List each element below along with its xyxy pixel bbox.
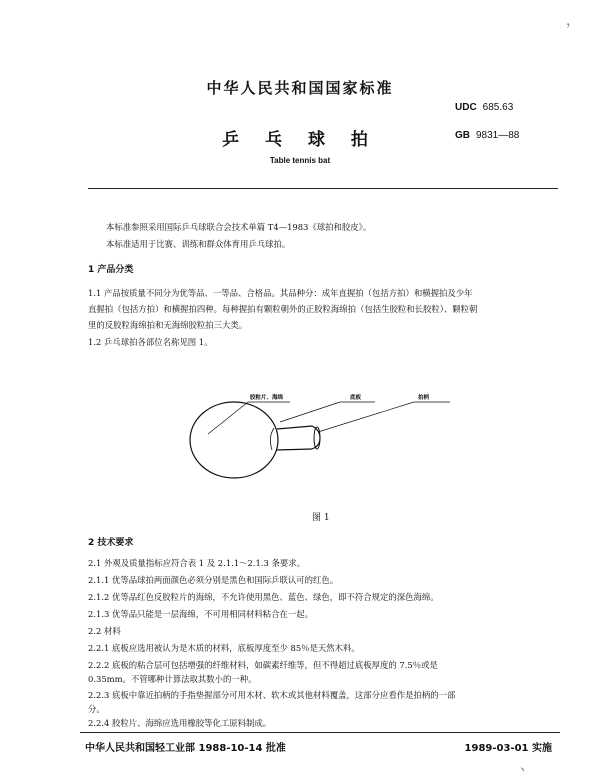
leader-rubber (208, 402, 248, 434)
figure-caption: 图 1 (312, 513, 330, 523)
label-blade: 底板 (350, 395, 362, 401)
intro-line-1: 本标准参照采用国际乒乓球联合会技术单篇 T4—1983《球拍和胶皮》。 (106, 222, 372, 232)
paragraph-1-1-line-3: 里的反胶粒海绵拍和无海绵胶粒拍三大类。 (88, 320, 248, 330)
header-rule (88, 188, 558, 189)
document-title: 乒 乓 球 拍 (222, 130, 378, 150)
bat-handle-shape (276, 426, 320, 450)
standard-title: 中华人民共和国国家标准 (206, 79, 394, 97)
paragraph-1-2: 1.2 乒乓球拍各部位名称见图 1。 (88, 337, 213, 347)
scan-mark: 、 (520, 758, 534, 774)
section-2-line: 2.1 外观及质量指标应符合表 1 及 2.1.1～2.1.3 条要求。 (88, 558, 305, 568)
gb-code (455, 130, 519, 141)
udc-code (455, 102, 513, 113)
section-2-line: 分。 (88, 704, 105, 714)
section-1-heading: 1 产品分类 (88, 265, 134, 275)
section-2-line: 2.1.3 优等品只能是一层海绵，不可用相同材料粘合在一起。 (88, 609, 313, 619)
section-2-line: 2.1.2 优等品红色反胶粒片的海绵，不允许使用黑色、蓝色、绿色，即不符合规定的深色海绵。 (88, 592, 439, 602)
section-2-line: 2.2.4 胶粒片、海绵应选用橡胶等化工原料制成。 (88, 718, 272, 728)
footer-rule (80, 732, 560, 733)
paragraph-1-1-line-2: 直握拍（包括方拍）和横握拍四种。每种握拍有颗粒朝外的正胶粒海绵拍（包括生胶粒和长胶粒）、颗粒朝 (88, 304, 478, 314)
scan-mark: ， (566, 13, 580, 29)
document-title-english: Table tennis bat (269, 156, 331, 165)
table-tennis-bat-figure (180, 392, 470, 492)
approval-note: 中华人民共和国轻工业部 1988-10-14 批准 (85, 743, 286, 754)
section-2-heading: 2 技术要求 (88, 538, 134, 548)
intro-line-2: 本标准适用于比赛、训练和群众体育用乒乓球拍。 (106, 239, 291, 249)
section-2-line: 2.2.2 底板的粘合层可包括增强的纤维材料，如碳素纤维等，但不得超过底板厚度的 7.5％或是 (88, 660, 438, 670)
section-2-line: 2.2 材料 (88, 626, 121, 636)
label-rubber-sponge: 胶粒片、海绵 (250, 395, 284, 401)
leader-handle (318, 402, 414, 432)
label-handle: 拍柄 (418, 395, 430, 401)
section-2-line: 0.35mm。不管哪种计算法取其数小的一种。 (88, 674, 257, 684)
leader-blade (280, 402, 340, 422)
section-2-line: 2.2.1 底板应选用被认为是木质的材料，底板厚度至少 85％是天然木料。 (88, 643, 360, 653)
gb-label: GB (455, 130, 470, 141)
section-2-line: 2.1.1 优等品球拍两面颜色必须分别是黑色和国际乒联认可的红色。 (88, 575, 339, 585)
paragraph-1-1-line-1: 1.1 产品按质量不同分为优等品、一等品、合格品。其品种分：成年直握拍（包括方拍）和横握拍及少年 (88, 288, 473, 298)
section-2-line: 2.2.3 底板中靠近拍柄的手指垫握部分可用木材、软木或其他材料覆盖，这部分应看作是拍柄的一部 (88, 690, 456, 700)
implementation-date: 1989-03-01 实施 (464, 743, 552, 754)
udc-label: UDC (455, 102, 477, 113)
gb-value: 9831—88 (476, 130, 520, 141)
throat-line (270, 428, 274, 450)
udc-value: 685.63 (482, 102, 514, 113)
